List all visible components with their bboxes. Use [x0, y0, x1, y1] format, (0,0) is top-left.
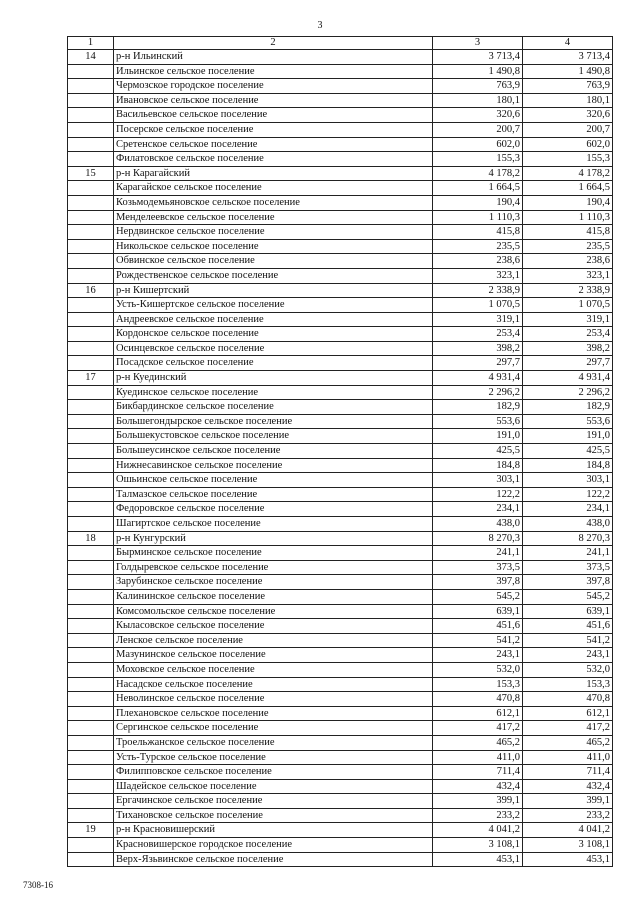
settlement-row	[68, 765, 613, 780]
settlement-row	[68, 181, 613, 196]
settlement-row	[68, 254, 613, 269]
row-number-cell	[68, 560, 114, 575]
row-number-cell	[68, 429, 114, 444]
row-name-cell: Зарубинское сельское поселение	[114, 575, 433, 590]
district-row	[68, 531, 613, 546]
settlement-row	[68, 662, 613, 677]
row-name-cell: Красновишерское городское поселение	[114, 838, 433, 853]
header-cell-2: 2	[114, 37, 433, 50]
row-name-cell: Нердвинское сельское поселение	[114, 225, 433, 240]
settlement-row	[68, 312, 613, 327]
settlement-row	[68, 619, 613, 634]
row-number-cell	[68, 662, 114, 677]
column-4-value-cell: 639,1	[523, 604, 613, 619]
row-number-cell	[68, 385, 114, 400]
column-4-value-cell: 190,4	[523, 195, 613, 210]
settlement-row	[68, 721, 613, 736]
column-3-value-cell: 3 108,1	[433, 838, 523, 853]
settlement-row	[68, 429, 613, 444]
row-name-cell: Усть-Кишертское сельское поселение	[114, 298, 433, 313]
column-3-value-cell: 541,2	[433, 633, 523, 648]
column-3-value-cell: 233,2	[433, 808, 523, 823]
column-3-value-cell: 545,2	[433, 589, 523, 604]
row-number-cell: 16	[68, 283, 114, 298]
row-name-cell: Моховское сельское поселение	[114, 662, 433, 677]
row-name-cell: Большегондырское сельское поселение	[114, 414, 433, 429]
row-number-cell	[68, 195, 114, 210]
row-number-cell	[68, 254, 114, 269]
column-4-value-cell: 411,0	[523, 750, 613, 765]
row-number-cell	[68, 137, 114, 152]
column-4-value-cell: 415,8	[523, 225, 613, 240]
column-4-value-cell: 243,1	[523, 648, 613, 663]
settlement-row	[68, 137, 613, 152]
settlement-row	[68, 560, 613, 575]
column-4-value-cell: 200,7	[523, 122, 613, 137]
row-name-cell: Сретенское сельское поселение	[114, 137, 433, 152]
table-body	[68, 37, 613, 867]
header-row	[68, 37, 613, 50]
column-4-value-cell: 180,1	[523, 93, 613, 108]
settlement-row	[68, 210, 613, 225]
row-name-cell: Ивановское сельское поселение	[114, 93, 433, 108]
row-number-cell	[68, 210, 114, 225]
row-number-cell	[68, 765, 114, 780]
row-name-cell: Обвинское сельское поселение	[114, 254, 433, 269]
settlement-row	[68, 400, 613, 415]
settlement-row	[68, 458, 613, 473]
settlement-row	[68, 79, 613, 94]
column-3-value-cell: 323,1	[433, 268, 523, 283]
row-number-cell	[68, 546, 114, 561]
column-4-value-cell: 1 490,8	[523, 64, 613, 79]
column-3-value-cell: 432,4	[433, 779, 523, 794]
column-3-value-cell: 4 041,2	[433, 823, 523, 838]
district-row	[68, 371, 613, 386]
row-name-cell: Верх-Язьвинское сельское поселение	[114, 852, 433, 867]
row-number-cell	[68, 312, 114, 327]
column-4-value-cell: 3 108,1	[523, 838, 613, 853]
column-4-value-cell: 153,3	[523, 677, 613, 692]
settlement-row	[68, 152, 613, 167]
settlement-row	[68, 692, 613, 707]
settlement-row	[68, 225, 613, 240]
column-3-value-cell: 180,1	[433, 93, 523, 108]
column-4-value-cell: 545,2	[523, 589, 613, 604]
column-3-value-cell: 602,0	[433, 137, 523, 152]
column-4-value-cell: 3 713,4	[523, 50, 613, 65]
column-3-value-cell: 238,6	[433, 254, 523, 269]
column-4-value-cell: 297,7	[523, 356, 613, 371]
column-3-value-cell: 303,1	[433, 473, 523, 488]
row-name-cell: Федоровское сельское поселение	[114, 502, 433, 517]
column-3-value-cell: 398,2	[433, 341, 523, 356]
settlement-row	[68, 385, 613, 400]
row-name-cell: Чермозское городское поселение	[114, 79, 433, 94]
column-3-value-cell: 155,3	[433, 152, 523, 167]
row-name-cell: Тихановское сельское поселение	[114, 808, 433, 823]
column-3-value-cell: 241,1	[433, 546, 523, 561]
column-3-value-cell: 122,2	[433, 487, 523, 502]
column-4-value-cell: 711,4	[523, 765, 613, 780]
row-name-cell: Менделеевское сельское поселение	[114, 210, 433, 225]
row-name-cell: Плехановское сельское поселение	[114, 706, 433, 721]
row-number-cell	[68, 400, 114, 415]
column-4-value-cell: 319,1	[523, 312, 613, 327]
district-row	[68, 166, 613, 181]
row-number-cell	[68, 225, 114, 240]
row-name-cell: Осинцевское сельское поселение	[114, 341, 433, 356]
row-name-cell: Бикбардинское сельское поселение	[114, 400, 433, 415]
settlement-row	[68, 487, 613, 502]
settlement-row	[68, 195, 613, 210]
settlement-row	[68, 108, 613, 123]
row-name-cell: Кыласовское сельское поселение	[114, 619, 433, 634]
row-name-cell: Кордонское сельское поселение	[114, 327, 433, 342]
column-4-value-cell: 453,1	[523, 852, 613, 867]
row-number-cell	[68, 589, 114, 604]
row-number-cell	[68, 633, 114, 648]
row-number-cell	[68, 122, 114, 137]
settlement-row	[68, 93, 613, 108]
row-number-cell	[68, 356, 114, 371]
column-4-value-cell: 763,9	[523, 79, 613, 94]
row-name-cell: Васильевское сельское поселение	[114, 108, 433, 123]
row-name-cell: Шагиртское сельское поселение	[114, 517, 433, 532]
column-4-value-cell: 122,2	[523, 487, 613, 502]
row-name-cell: Голдыревское сельское поселение	[114, 560, 433, 575]
row-name-cell: Большеусинское сельское поселение	[114, 444, 433, 459]
settlement-row	[68, 575, 613, 590]
row-number-cell: 19	[68, 823, 114, 838]
settlement-row	[68, 838, 613, 853]
column-3-value-cell: 190,4	[433, 195, 523, 210]
row-name-cell: Калининское сельское поселение	[114, 589, 433, 604]
row-name-cell: Ленское сельское поселение	[114, 633, 433, 648]
column-4-value-cell: 303,1	[523, 473, 613, 488]
settlement-row	[68, 546, 613, 561]
row-name-cell: Неволинское сельское поселение	[114, 692, 433, 707]
column-4-value-cell: 398,2	[523, 341, 613, 356]
column-4-value-cell: 184,8	[523, 458, 613, 473]
row-number-cell: 18	[68, 531, 114, 546]
row-name-cell: Комсомольское сельское поселение	[114, 604, 433, 619]
column-4-value-cell: 320,6	[523, 108, 613, 123]
settlement-row	[68, 473, 613, 488]
row-name-cell: Андреевское сельское поселение	[114, 312, 433, 327]
column-4-value-cell: 553,6	[523, 414, 613, 429]
row-number-cell	[68, 575, 114, 590]
column-4-value-cell: 2 296,2	[523, 385, 613, 400]
column-4-value-cell: 234,1	[523, 502, 613, 517]
row-number-cell	[68, 794, 114, 809]
row-name-cell: Большекустовское сельское поселение	[114, 429, 433, 444]
column-3-value-cell: 4 178,2	[433, 166, 523, 181]
settlement-row	[68, 298, 613, 313]
row-number-cell: 17	[68, 371, 114, 386]
row-number-cell	[68, 706, 114, 721]
header-cell-4: 4	[523, 37, 613, 50]
row-number-cell	[68, 341, 114, 356]
row-number-cell	[68, 517, 114, 532]
document-code: 7308-16	[23, 880, 53, 890]
settlement-row	[68, 64, 613, 79]
row-number-cell	[68, 648, 114, 663]
row-number-cell	[68, 838, 114, 853]
row-number-cell	[68, 779, 114, 794]
row-number-cell	[68, 852, 114, 867]
column-4-value-cell: 451,6	[523, 619, 613, 634]
row-number-cell: 14	[68, 50, 114, 65]
column-3-value-cell: 553,6	[433, 414, 523, 429]
settlement-row	[68, 239, 613, 254]
settlement-row	[68, 648, 613, 663]
settlement-row	[68, 706, 613, 721]
settlement-row	[68, 735, 613, 750]
page-number: 3	[317, 20, 323, 31]
column-3-value-cell: 200,7	[433, 122, 523, 137]
row-number-cell	[68, 502, 114, 517]
column-3-value-cell: 1 664,5	[433, 181, 523, 196]
column-4-value-cell: 253,4	[523, 327, 613, 342]
row-name-cell: Ошьинское сельское поселение	[114, 473, 433, 488]
row-number-cell	[68, 619, 114, 634]
column-3-value-cell: 319,1	[433, 312, 523, 327]
column-3-value-cell: 8 270,3	[433, 531, 523, 546]
column-4-value-cell: 4 931,4	[523, 371, 613, 386]
column-4-value-cell: 241,1	[523, 546, 613, 561]
column-3-value-cell: 451,6	[433, 619, 523, 634]
row-number-cell	[68, 239, 114, 254]
row-name-cell: Карагайское сельское поселение	[114, 181, 433, 196]
settlement-row	[68, 414, 613, 429]
row-name-cell: Филатовское сельское поселение	[114, 152, 433, 167]
row-name-cell: Ергачинское сельское поселение	[114, 794, 433, 809]
row-name-cell: Посадское сельское поселение	[114, 356, 433, 371]
settlement-row	[68, 852, 613, 867]
row-number-cell	[68, 108, 114, 123]
row-name-cell: Мазунинское сельское поселение	[114, 648, 433, 663]
row-number-cell	[68, 93, 114, 108]
row-number-cell	[68, 604, 114, 619]
column-3-value-cell: 2 296,2	[433, 385, 523, 400]
row-number-cell	[68, 692, 114, 707]
column-3-value-cell: 3 713,4	[433, 50, 523, 65]
row-number-cell	[68, 181, 114, 196]
column-3-value-cell: 411,0	[433, 750, 523, 765]
column-3-value-cell: 425,5	[433, 444, 523, 459]
row-name-cell: Никольское сельское поселение	[114, 239, 433, 254]
row-name-cell: р-н Кунгурский	[114, 531, 433, 546]
row-number-cell	[68, 808, 114, 823]
column-3-value-cell: 763,9	[433, 79, 523, 94]
column-4-value-cell: 1 110,3	[523, 210, 613, 225]
column-3-value-cell: 184,8	[433, 458, 523, 473]
row-name-cell: р-н Красновишерский	[114, 823, 433, 838]
settlement-row	[68, 268, 613, 283]
settlement-row	[68, 444, 613, 459]
column-4-value-cell: 191,0	[523, 429, 613, 444]
column-3-value-cell: 253,4	[433, 327, 523, 342]
column-4-value-cell: 425,5	[523, 444, 613, 459]
row-name-cell: р-н Ильинский	[114, 50, 433, 65]
settlement-row	[68, 341, 613, 356]
column-4-value-cell: 235,5	[523, 239, 613, 254]
column-4-value-cell: 399,1	[523, 794, 613, 809]
column-4-value-cell: 1 070,5	[523, 298, 613, 313]
row-number-cell	[68, 64, 114, 79]
column-3-value-cell: 234,1	[433, 502, 523, 517]
row-name-cell: Шадейское сельское поселение	[114, 779, 433, 794]
column-3-value-cell: 639,1	[433, 604, 523, 619]
row-name-cell: Усть-Турское сельское поселение	[114, 750, 433, 765]
settlement-row	[68, 604, 613, 619]
row-number-cell	[68, 458, 114, 473]
row-name-cell: Сергинское сельское поселение	[114, 721, 433, 736]
column-3-value-cell: 612,1	[433, 706, 523, 721]
row-name-cell: Талмазское сельское поселение	[114, 487, 433, 502]
settlement-row	[68, 122, 613, 137]
row-number-cell	[68, 79, 114, 94]
settlement-row	[68, 779, 613, 794]
row-name-cell: Филипповское сельское поселение	[114, 765, 433, 780]
row-number-cell	[68, 268, 114, 283]
column-4-value-cell: 4 041,2	[523, 823, 613, 838]
row-name-cell: Куединское сельское поселение	[114, 385, 433, 400]
column-4-value-cell: 8 270,3	[523, 531, 613, 546]
column-4-value-cell: 397,8	[523, 575, 613, 590]
column-3-value-cell: 532,0	[433, 662, 523, 677]
row-number-cell	[68, 327, 114, 342]
column-3-value-cell: 191,0	[433, 429, 523, 444]
column-3-value-cell: 470,8	[433, 692, 523, 707]
column-3-value-cell: 711,4	[433, 765, 523, 780]
row-number-cell	[68, 487, 114, 502]
column-3-value-cell: 415,8	[433, 225, 523, 240]
district-row	[68, 283, 613, 298]
row-number-cell	[68, 735, 114, 750]
column-4-value-cell: 233,2	[523, 808, 613, 823]
column-4-value-cell: 1 664,5	[523, 181, 613, 196]
column-4-value-cell: 323,1	[523, 268, 613, 283]
row-number-cell	[68, 444, 114, 459]
row-number-cell: 15	[68, 166, 114, 181]
row-number-cell	[68, 298, 114, 313]
settlement-row	[68, 502, 613, 517]
column-3-value-cell: 1 110,3	[433, 210, 523, 225]
settlement-row	[68, 327, 613, 342]
column-3-value-cell: 417,2	[433, 721, 523, 736]
column-3-value-cell: 453,1	[433, 852, 523, 867]
row-number-cell	[68, 721, 114, 736]
column-4-value-cell: 612,1	[523, 706, 613, 721]
column-4-value-cell: 541,2	[523, 633, 613, 648]
column-4-value-cell: 238,6	[523, 254, 613, 269]
column-3-value-cell: 297,7	[433, 356, 523, 371]
column-3-value-cell: 243,1	[433, 648, 523, 663]
district-row	[68, 50, 613, 65]
column-4-value-cell: 155,3	[523, 152, 613, 167]
column-4-value-cell: 470,8	[523, 692, 613, 707]
settlement-row	[68, 633, 613, 648]
row-name-cell: р-н Карагайский	[114, 166, 433, 181]
row-name-cell: Посерское сельское поселение	[114, 122, 433, 137]
column-3-value-cell: 182,9	[433, 400, 523, 415]
column-4-value-cell: 465,2	[523, 735, 613, 750]
column-3-value-cell: 2 338,9	[433, 283, 523, 298]
settlement-row	[68, 517, 613, 532]
budget-table	[67, 36, 613, 867]
row-number-cell	[68, 750, 114, 765]
row-number-cell	[68, 414, 114, 429]
row-number-cell	[68, 677, 114, 692]
column-3-value-cell: 4 931,4	[433, 371, 523, 386]
header-cell-1: 1	[68, 37, 114, 50]
column-3-value-cell: 465,2	[433, 735, 523, 750]
settlement-row	[68, 677, 613, 692]
row-name-cell: Нижнесавинское сельское поселение	[114, 458, 433, 473]
column-3-value-cell: 320,6	[433, 108, 523, 123]
column-4-value-cell: 373,5	[523, 560, 613, 575]
settlement-row	[68, 750, 613, 765]
row-name-cell: Бырминское сельское поселение	[114, 546, 433, 561]
row-number-cell	[68, 473, 114, 488]
row-number-cell	[68, 152, 114, 167]
column-4-value-cell: 438,0	[523, 517, 613, 532]
column-4-value-cell: 417,2	[523, 721, 613, 736]
column-4-value-cell: 602,0	[523, 137, 613, 152]
settlement-row	[68, 794, 613, 809]
row-name-cell: Рождественское сельское поселение	[114, 268, 433, 283]
column-3-value-cell: 1 490,8	[433, 64, 523, 79]
column-4-value-cell: 2 338,9	[523, 283, 613, 298]
column-3-value-cell: 397,8	[433, 575, 523, 590]
column-3-value-cell: 153,3	[433, 677, 523, 692]
column-3-value-cell: 235,5	[433, 239, 523, 254]
row-name-cell: р-н Кишертский	[114, 283, 433, 298]
settlement-row	[68, 808, 613, 823]
column-4-value-cell: 4 178,2	[523, 166, 613, 181]
column-4-value-cell: 182,9	[523, 400, 613, 415]
header-cell-3: 3	[433, 37, 523, 50]
settlement-row	[68, 356, 613, 371]
row-name-cell: Ильинское сельское поселение	[114, 64, 433, 79]
row-name-cell: Троельжанское сельское поселение	[114, 735, 433, 750]
district-row	[68, 823, 613, 838]
column-3-value-cell: 373,5	[433, 560, 523, 575]
row-name-cell: р-н Куединский	[114, 371, 433, 386]
column-3-value-cell: 399,1	[433, 794, 523, 809]
column-3-value-cell: 438,0	[433, 517, 523, 532]
settlement-row	[68, 589, 613, 604]
column-3-value-cell: 1 070,5	[433, 298, 523, 313]
row-name-cell: Козьмодемьяновское сельское поселение	[114, 195, 433, 210]
row-name-cell: Насадское сельское поселение	[114, 677, 433, 692]
column-4-value-cell: 532,0	[523, 662, 613, 677]
column-4-value-cell: 432,4	[523, 779, 613, 794]
